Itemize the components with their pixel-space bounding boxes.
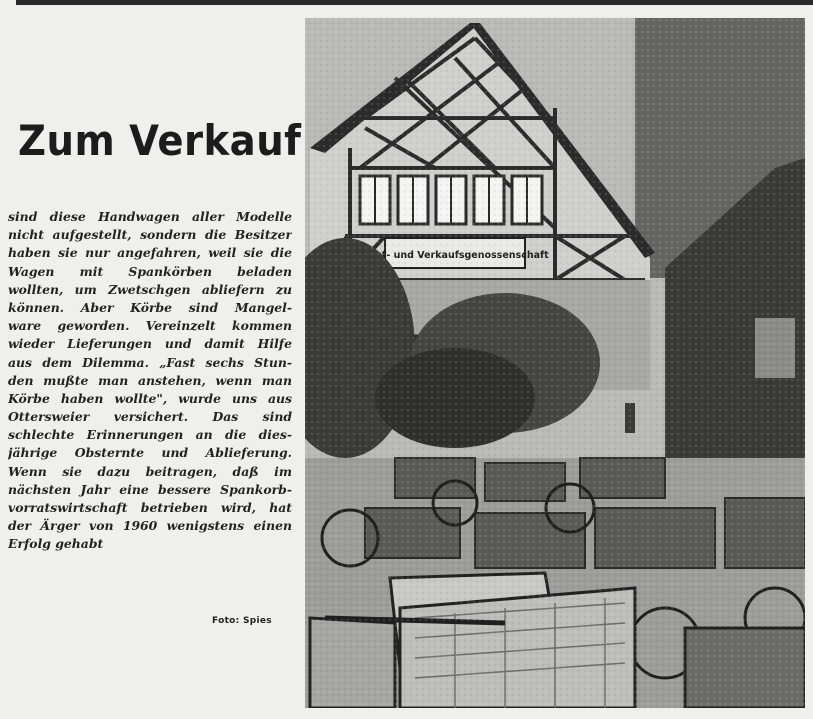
article-line: wieder Lieferungen und damit Hilfe — [8, 336, 292, 352]
article-line: Erfolg gehabt — [8, 536, 104, 552]
article-line: haben sie nur angefahren, weil sie die — [8, 245, 292, 261]
article-line: Ottersweier versichert. Das sind — [8, 409, 292, 425]
article-line: der Ärger von 1960 wenigstens einen — [8, 518, 292, 534]
article-line: wollten, um Zwetschgen abliefern zu — [8, 281, 292, 297]
article-line: ware geworden. Vereinzelt kommen — [8, 318, 292, 334]
photo-credit: Foto: Spies — [212, 616, 272, 626]
article-line: sind diese Handwagen aller Modelle — [8, 209, 292, 224]
article-line: jährige Obsternte und Ablieferung. — [8, 445, 292, 461]
article-line: Körbe haben wollte", wurde uns aus — [8, 390, 292, 406]
article-line: Wenn sie dazu beitragen, daß im — [8, 463, 292, 479]
article-line: aus dem Dilemma. „Fast sechs Stun- — [8, 354, 292, 370]
article-line: nächsten Jahr eine bessere Spankorb- — [8, 481, 292, 497]
article-line: den mußte man anstehen, wenn man — [8, 372, 292, 388]
article-line: schlechte Erinnerungen an die dies- — [8, 427, 292, 443]
news-photo — [305, 18, 805, 708]
article-line: Wagen mit Spankörben beladen — [8, 263, 292, 279]
article-line: nicht aufgestellt, sondern die Besitzer — [8, 227, 292, 243]
top-rule — [16, 0, 813, 5]
article-line: können. Aber Körbe sind Mangel- — [8, 299, 292, 315]
headline: Zum Verkauf — [18, 116, 302, 165]
article-body — [8, 208, 292, 554]
article-line: vorratswirtschaft betrieben wird, hat — [8, 500, 292, 515]
